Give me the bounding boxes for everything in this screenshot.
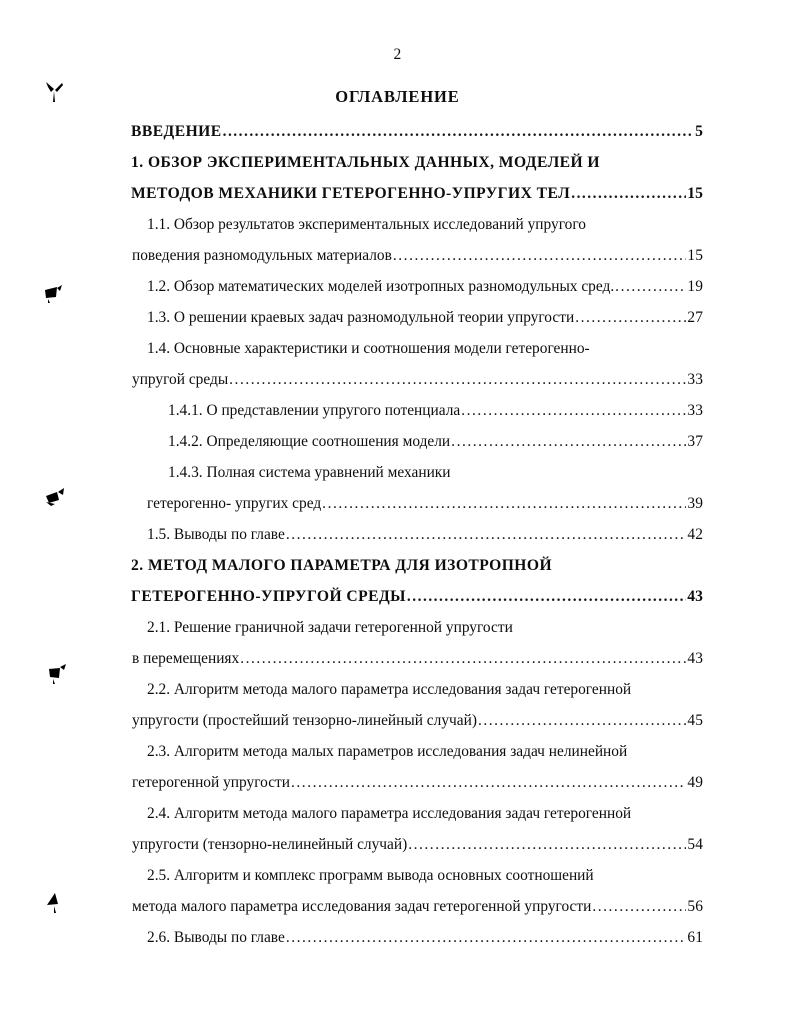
toc-entry-line[interactable]: [131, 178, 703, 209]
toc-entry[interactable]: [131, 116, 703, 147]
toc-entry-line[interactable]: [131, 891, 703, 922]
toc-entry-label: 1.3. О решении краевых задач разномодульной теории упругости: [147, 309, 575, 326]
toc-entry-line[interactable]: [131, 333, 703, 364]
toc-entry-label: 1.1. Обзор результатов экспериментальных исследований упругого: [147, 216, 586, 233]
toc-entry[interactable]: [131, 271, 703, 302]
toc-dot-leader: [461, 395, 686, 426]
toc-entry-label: поведения разномодульных материалов: [132, 247, 392, 264]
toc-page-number: 5: [695, 123, 703, 140]
toc-page-number: 54: [687, 836, 703, 853]
toc-page-number: 19: [687, 278, 703, 295]
toc-entry-label: упругости (тензорно-нелинейный случай): [132, 836, 408, 853]
toc-entry-line[interactable]: [131, 643, 703, 674]
toc-entry-line[interactable]: [131, 209, 703, 240]
toc-entry-label: 2.1. Решение граничной задачи гетерогенной упругости: [147, 619, 513, 636]
page-number: 2: [393, 46, 402, 63]
toc-page-number: 27: [687, 309, 703, 326]
toc-dot-leader: [286, 922, 687, 953]
toc-entry-line[interactable]: [131, 705, 703, 736]
toc-entry-line[interactable]: [131, 767, 703, 798]
toc-entry-line[interactable]: [131, 426, 703, 457]
toc-entry-line[interactable]: [131, 581, 703, 612]
toc-page-number: 39: [687, 495, 703, 512]
toc-entry-line[interactable]: [131, 240, 703, 271]
toc-entry-label: 2. МЕТОД МАЛОГО ПАРАМЕТРА ДЛЯ ИЗОТРОПНОЙ: [131, 557, 553, 574]
toc-entry-line[interactable]: [131, 271, 703, 302]
toc-dot-leader: [408, 829, 686, 860]
toc-entry-label: 2.5. Алгоритм и комплекс программ вывода основных соотношений: [147, 867, 594, 884]
toc-page-number: 43: [687, 588, 703, 605]
toc-entry-label: гетерогенной упругости: [132, 774, 291, 791]
toc-entry-label: 1.4.2. Определяющие соотношения модели: [168, 433, 451, 450]
toc-entry-label: гетерогенно- упругих сред: [147, 495, 322, 512]
toc-entry-line[interactable]: [131, 674, 703, 705]
toc-entry[interactable]: [131, 519, 703, 550]
toc-page-number: 49: [687, 774, 703, 791]
toc-entry-line[interactable]: [131, 519, 703, 550]
toc-dot-leader: [592, 891, 686, 922]
toc-entry[interactable]: [131, 860, 703, 922]
table-of-contents: [131, 116, 703, 953]
page-title: ОГЛАВЛЕНИЕ: [335, 87, 460, 106]
scan-artifact-mark: [42, 890, 68, 920]
toc-entry[interactable]: [131, 736, 703, 798]
toc-entry-line[interactable]: [131, 116, 703, 147]
toc-dot-leader: [322, 488, 686, 519]
toc-entry-line[interactable]: [131, 922, 703, 953]
scan-artifact-mark: [44, 662, 70, 692]
toc-entry[interactable]: [131, 395, 703, 426]
toc-page-number: 42: [687, 526, 703, 543]
toc-entry[interactable]: [131, 550, 703, 612]
toc-entry-label: 1.4. Основные характеристики и соотношения модели гетерогенно-: [147, 340, 590, 357]
toc-dot-leader: [615, 271, 686, 302]
toc-entry-line[interactable]: [131, 364, 703, 395]
toc-entry-label: 1.4.3. Полная система уравнений механики: [168, 464, 451, 481]
toc-entry[interactable]: [131, 674, 703, 736]
toc-entry-label: ГЕТЕРОГЕННО-УПРУГОЙ СРЕДЫ: [131, 588, 406, 605]
toc-entry-label: МЕТОДОВ МЕХАНИКИ ГЕТЕРОГЕННО-УПРУГИХ ТЕЛ: [131, 185, 571, 202]
toc-entry-label: упругой среды: [132, 371, 229, 388]
toc-entry-label: 1. ОБЗОР ЭКСПЕРИМЕНТАЛЬНЫХ ДАННЫХ, МОДЕЛЕЙ И: [131, 154, 601, 171]
toc-entry-line[interactable]: [131, 550, 703, 581]
toc-dot-leader: [451, 426, 686, 457]
toc-entry-label: упругости (простейший тензорно-линейный случай): [132, 712, 477, 729]
scan-artifact-mark: [42, 486, 68, 516]
toc-dot-leader: [575, 302, 686, 333]
toc-page-number: 15: [687, 185, 703, 202]
toc-entry[interactable]: [131, 426, 703, 457]
toc-entry-line[interactable]: [131, 488, 703, 519]
toc-entry-line[interactable]: [131, 302, 703, 333]
toc-entry-label: ВВЕДЕНИЕ: [131, 123, 222, 140]
toc-entry-line[interactable]: [131, 147, 703, 178]
toc-dot-leader: [571, 178, 686, 209]
toc-dot-leader: [286, 519, 687, 550]
toc-dot-leader: [229, 364, 686, 395]
toc-page-number: 33: [687, 371, 703, 388]
toc-page-number: 37: [687, 433, 703, 450]
toc-page-number: 15: [687, 247, 703, 264]
toc-page-number: 43: [687, 650, 703, 667]
toc-entry[interactable]: [131, 457, 703, 519]
toc-entry-line[interactable]: [131, 860, 703, 891]
toc-entry-line[interactable]: [131, 829, 703, 860]
toc-entry-line[interactable]: [131, 457, 703, 488]
toc-entry[interactable]: [131, 798, 703, 860]
toc-dot-leader: [478, 705, 686, 736]
toc-entry[interactable]: [131, 302, 703, 333]
toc-entry-line[interactable]: [131, 798, 703, 829]
toc-entry[interactable]: [131, 147, 703, 209]
toc-page-number: 45: [687, 712, 703, 729]
toc-page-number: 56: [687, 898, 703, 915]
toc-entry-label: 2.6. Выводы по главе: [147, 929, 285, 946]
toc-dot-leader: [291, 767, 686, 798]
toc-entry[interactable]: [131, 922, 703, 953]
toc-dot-leader: [407, 581, 686, 612]
scan-artifact-mark: [42, 78, 68, 108]
toc-entry-label: в перемещениях: [132, 650, 240, 667]
toc-entry-label: 2.4. Алгоритм метода малого параметра исследования задач гетерогенной: [147, 805, 632, 822]
toc-entry-label: 1.5. Выводы по главе: [147, 526, 285, 543]
toc-entry-label: 2.2. Алгоритм метода малого параметра исследования задач гетерогенной: [147, 681, 632, 698]
toc-page-number: 33: [687, 402, 703, 419]
toc-entry-line[interactable]: [131, 736, 703, 767]
toc-page-number: 61: [687, 929, 703, 946]
toc-entry[interactable]: [131, 612, 703, 674]
scan-artifact-mark: [40, 282, 66, 312]
toc-entry-label: 1.2. Обзор математических моделей изотропных разномодульных сред.: [147, 278, 615, 295]
toc-dot-leader: [223, 116, 695, 147]
toc-entry[interactable]: [131, 333, 703, 395]
toc-entry[interactable]: [131, 209, 703, 271]
toc-entry-line[interactable]: [131, 612, 703, 643]
toc-entry-label: 1.4.1. О представлении упругого потенциала: [168, 402, 461, 419]
toc-entry-label: метода малого параметра исследования задач гетерогенной упругости: [132, 898, 592, 915]
toc-entry-label: 2.3. Алгоритм метода малых параметров исследования задач нелинейной: [147, 743, 628, 760]
toc-dot-leader: [240, 643, 686, 674]
toc-entry-line[interactable]: [131, 395, 703, 426]
toc-dot-leader: [393, 240, 687, 271]
